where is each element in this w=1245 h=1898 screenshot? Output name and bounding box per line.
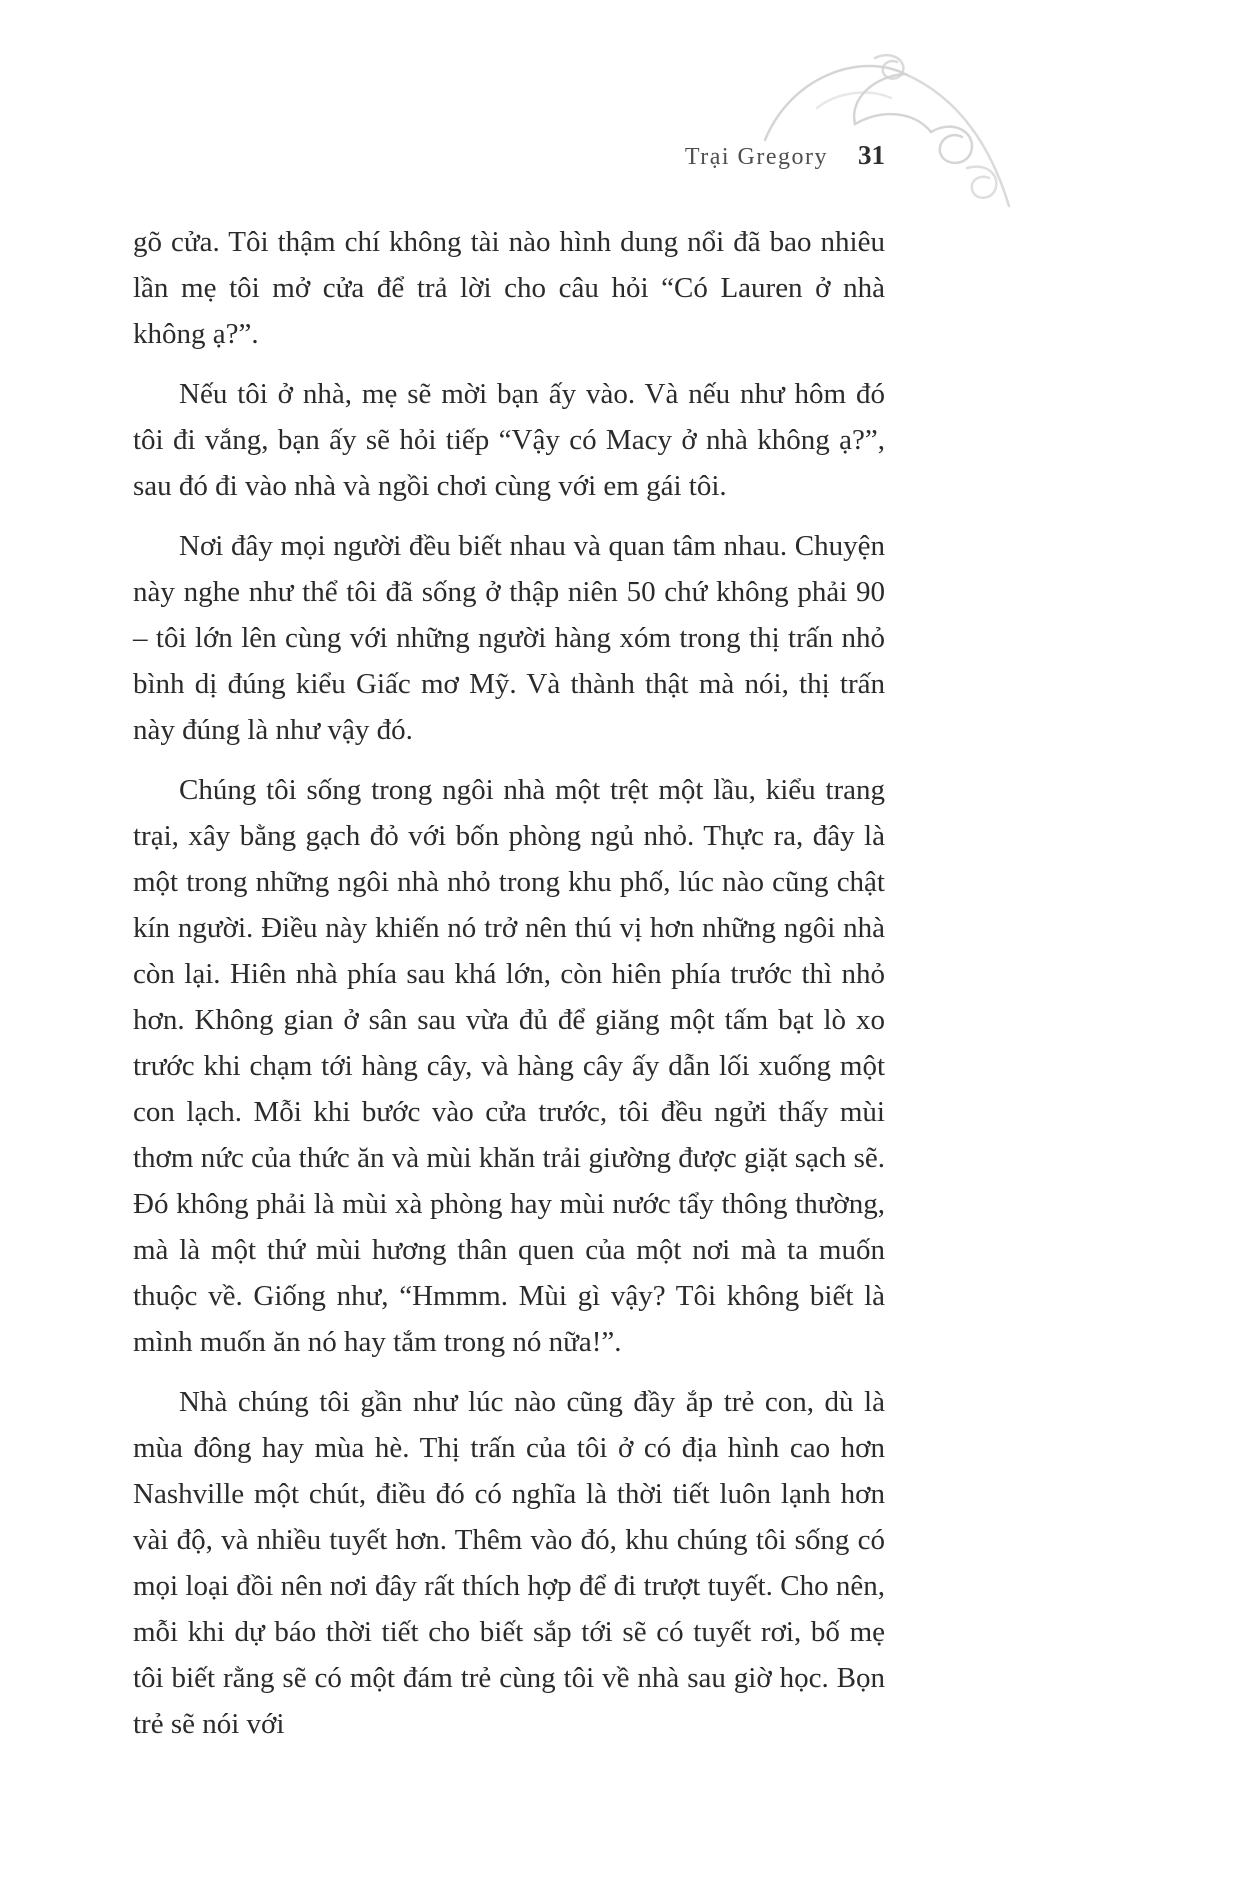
page-header: [133, 140, 885, 171]
page-number: 31: [858, 140, 885, 170]
paragraph: Chúng tôi sống trong ngôi nhà một trệt một lầu, kiểu trang trại, xây bằng gạch đỏ với bốn phòng ngủ nhỏ. Thực ra, đây là một trong những ngôi nhà nhỏ trong khu phố, lúc nào cũng chật kín người. Điều này khiến nó trở nên thú vị hơn những ngôi nhà còn lại. Hiên nhà phía sau khá lớn, còn hiên phía trước thì nhỏ hơn. Không gian ở sân sau vừa đủ để giăng một tấm bạt lò xo trước khi chạm tới hàng cây, và hàng cây ấy dẫn lối xuống một con lạch. Mỗi khi bước vào cửa trước, tôi đều ngửi thấy mùi thơm nức của thức ăn và mùi khăn trải giường được giặt sạch sẽ. Đó không phải là mùi xà phòng hay mùi nước tẩy thông thường, mà là một thứ mùi hương thân quen của một nơi mà ta muốn thuộc về. Giống như, “Hmmm. Mùi gì vậy? Tôi không biết là mình muốn ăn nó hay tắm trong nó nữa!”.: [133, 774, 885, 1358]
paragraph: Nơi đây mọi người đều biết nhau và quan tâm nhau. Chuyện này nghe như thể tôi đã sống ở thập niên 50 chứ không phải 90 – tôi lớn lên cùng với những người hàng xóm trong thị trấn nhỏ bình dị đúng kiểu Giấc mơ Mỹ. Và thành thật mà nói, thị trấn này đúng là như vậy đó.: [133, 530, 885, 746]
paragraph: Nhà chúng tôi gần như lúc nào cũng đầy ắp trẻ con, dù là mùa đông hay mùa hè. Thị trấn của tôi ở có địa hình cao hơn Nashville một chút, điều đó có nghĩa là thời tiết luôn lạnh hơn vài độ, và nhiều tuyết hơn. Thêm vào đó, khu chúng tôi sống có mọi loại đồi nên nơi đây rất thích hợp để đi trượt tuyết. Cho nên, mỗi khi dự báo thời tiết cho biết sắp tới sẽ có tuyết rơi, bố mẹ tôi biết rằng sẽ có một đám trẻ cùng tôi về nhà sau giờ học. Bọn trẻ sẽ nói với: [133, 1386, 885, 1740]
page-content: [133, 219, 885, 1747]
paragraph: gõ cửa. Tôi thậm chí không tài nào hình dung nổi đã bao nhiêu lần mẹ tôi mở cửa để trả lời cho câu hỏi “Có Lauren ở nhà không ạ?”.: [133, 226, 885, 350]
running-title: Trại Gregory: [684, 144, 828, 170]
paragraph: Nếu tôi ở nhà, mẹ sẽ mời bạn ấy vào. Và nếu như hôm đó tôi đi vắng, bạn ấy sẽ hỏi tiếp “Vậy có Macy ở nhà không ạ?”, sau đó đi vào nhà và ngồi chơi cùng với em gái tôi.: [133, 378, 885, 502]
text-column: [133, 140, 885, 1761]
